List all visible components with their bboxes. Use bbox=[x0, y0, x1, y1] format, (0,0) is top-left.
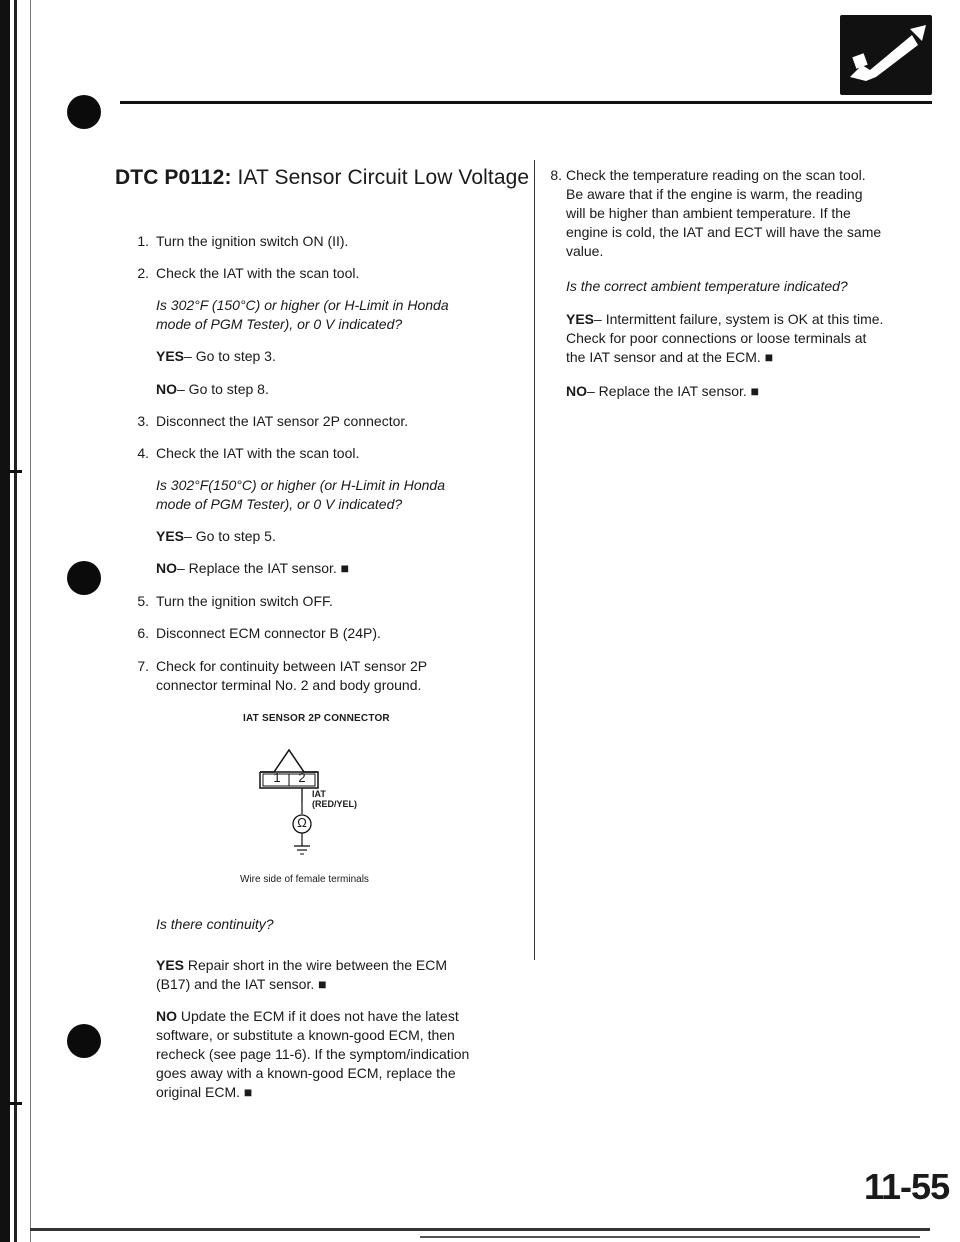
step-text: Be aware that if the engine is warm, the reading bbox=[566, 186, 863, 202]
step-text: connector terminal No. 2 and body ground. bbox=[156, 677, 422, 693]
step-text: Disconnect the IAT sensor 2P connector. bbox=[156, 413, 409, 429]
no-answer: NO– Go to step 8. bbox=[156, 381, 269, 397]
no-answer: NO Update the ECM if it does not have the latest bbox=[156, 1008, 459, 1024]
ohm-symbol: Ω bbox=[297, 815, 307, 830]
step-number: 5. bbox=[137, 593, 149, 609]
yes-answer: YES– Go to step 5. bbox=[156, 528, 276, 544]
connector-caption: Wire side of female terminals bbox=[240, 874, 369, 885]
question-text: Is 302°F (150°C) or higher (or H-Limit in Honda bbox=[156, 297, 449, 313]
no-answer: NO– Replace the IAT sensor. ■ bbox=[156, 560, 350, 576]
step-text: Check the IAT with the scan tool. bbox=[156, 265, 360, 281]
yes-answer-continued: the IAT sensor and at the ECM. ■ bbox=[566, 349, 774, 365]
binding-edge bbox=[0, 0, 10, 1242]
binding-notch bbox=[0, 470, 22, 473]
binding-notch bbox=[0, 1102, 22, 1105]
no-answer-continued: original ECM. ■ bbox=[156, 1084, 253, 1100]
no-answer-continued: recheck (see page 11-6). If the symptom/indication bbox=[156, 1046, 470, 1062]
step-text: will be higher than ambient temperature. If the bbox=[566, 205, 851, 221]
page-number: 11-55 bbox=[864, 1166, 950, 1207]
yes-answer-continued: (B17) and the IAT sensor. ■ bbox=[156, 976, 327, 992]
question-text: Is there continuity? bbox=[156, 916, 274, 932]
step-number: 4. bbox=[137, 445, 149, 461]
header-rule bbox=[120, 101, 932, 104]
question-text: mode of PGM Tester), or 0 V indicated? bbox=[156, 316, 403, 332]
yes-answer: YES– Intermittent failure, system is OK at this time. bbox=[566, 311, 884, 327]
step-text: Disconnect ECM connector B (24P). bbox=[156, 625, 381, 641]
step-number: 7. bbox=[137, 658, 149, 674]
punch-hole-dot bbox=[67, 95, 101, 129]
wire-label-iat: IAT bbox=[312, 789, 326, 799]
footer-rule bbox=[30, 1228, 930, 1231]
pin-2-label: 2 bbox=[298, 770, 306, 785]
step-number: 3. bbox=[137, 413, 149, 429]
step-text: Turn the ignition switch OFF. bbox=[156, 593, 333, 609]
yes-answer-continued: Check for poor connections or loose terminals at bbox=[566, 330, 867, 346]
step-text: value. bbox=[566, 243, 604, 259]
step-number: 2. bbox=[137, 265, 149, 281]
pin-1-label: 1 bbox=[273, 770, 281, 785]
step-text: Check the IAT with the scan tool. bbox=[156, 445, 360, 461]
footer-rule-lower bbox=[420, 1236, 920, 1238]
binding-line-thin bbox=[30, 0, 31, 1242]
punch-hole-dot bbox=[67, 561, 101, 595]
wire-label-color: (RED/YEL) bbox=[312, 799, 357, 809]
step-text: Check the temperature reading on the scan tool. bbox=[566, 167, 866, 183]
step-text: Check for continuity between IAT sensor 2P bbox=[156, 658, 428, 674]
step-text: Turn the ignition switch ON (II). bbox=[156, 233, 349, 249]
connector-diagram bbox=[256, 742, 396, 866]
step-number: 1. bbox=[137, 233, 149, 249]
question-text: Is 302°F(150°C) or higher (or H-Limit in Honda bbox=[156, 477, 445, 493]
no-answer-continued: goes away with a known-good ECM, replace the bbox=[156, 1065, 456, 1081]
connector-title: IAT SENSOR 2P CONNECTOR bbox=[243, 713, 390, 724]
step-number: 6. bbox=[137, 625, 149, 641]
question-text: Is the correct ambient temperature indicated? bbox=[566, 278, 848, 294]
column-divider bbox=[534, 160, 535, 960]
yes-answer: YES– Go to step 3. bbox=[156, 348, 276, 364]
yes-answer: YES Repair short in the wire between the ECM bbox=[156, 957, 448, 973]
question-text: mode of PGM Tester), or 0 V indicated? bbox=[156, 496, 403, 512]
punch-hole-dot bbox=[67, 1024, 101, 1058]
binding-line bbox=[14, 0, 17, 1242]
no-answer-continued: software, or substitute a known-good ECM, then bbox=[156, 1027, 455, 1043]
no-answer: NO– Replace the IAT sensor. ■ bbox=[566, 383, 760, 399]
car-and-arrow-icon bbox=[840, 15, 932, 95]
step-text: engine is cold, the IAT and ECT will have the same bbox=[566, 224, 882, 240]
step-number: 8. bbox=[550, 167, 562, 183]
page-title: DTC P0112: IAT Sensor Circuit Low Voltage bbox=[115, 166, 530, 189]
